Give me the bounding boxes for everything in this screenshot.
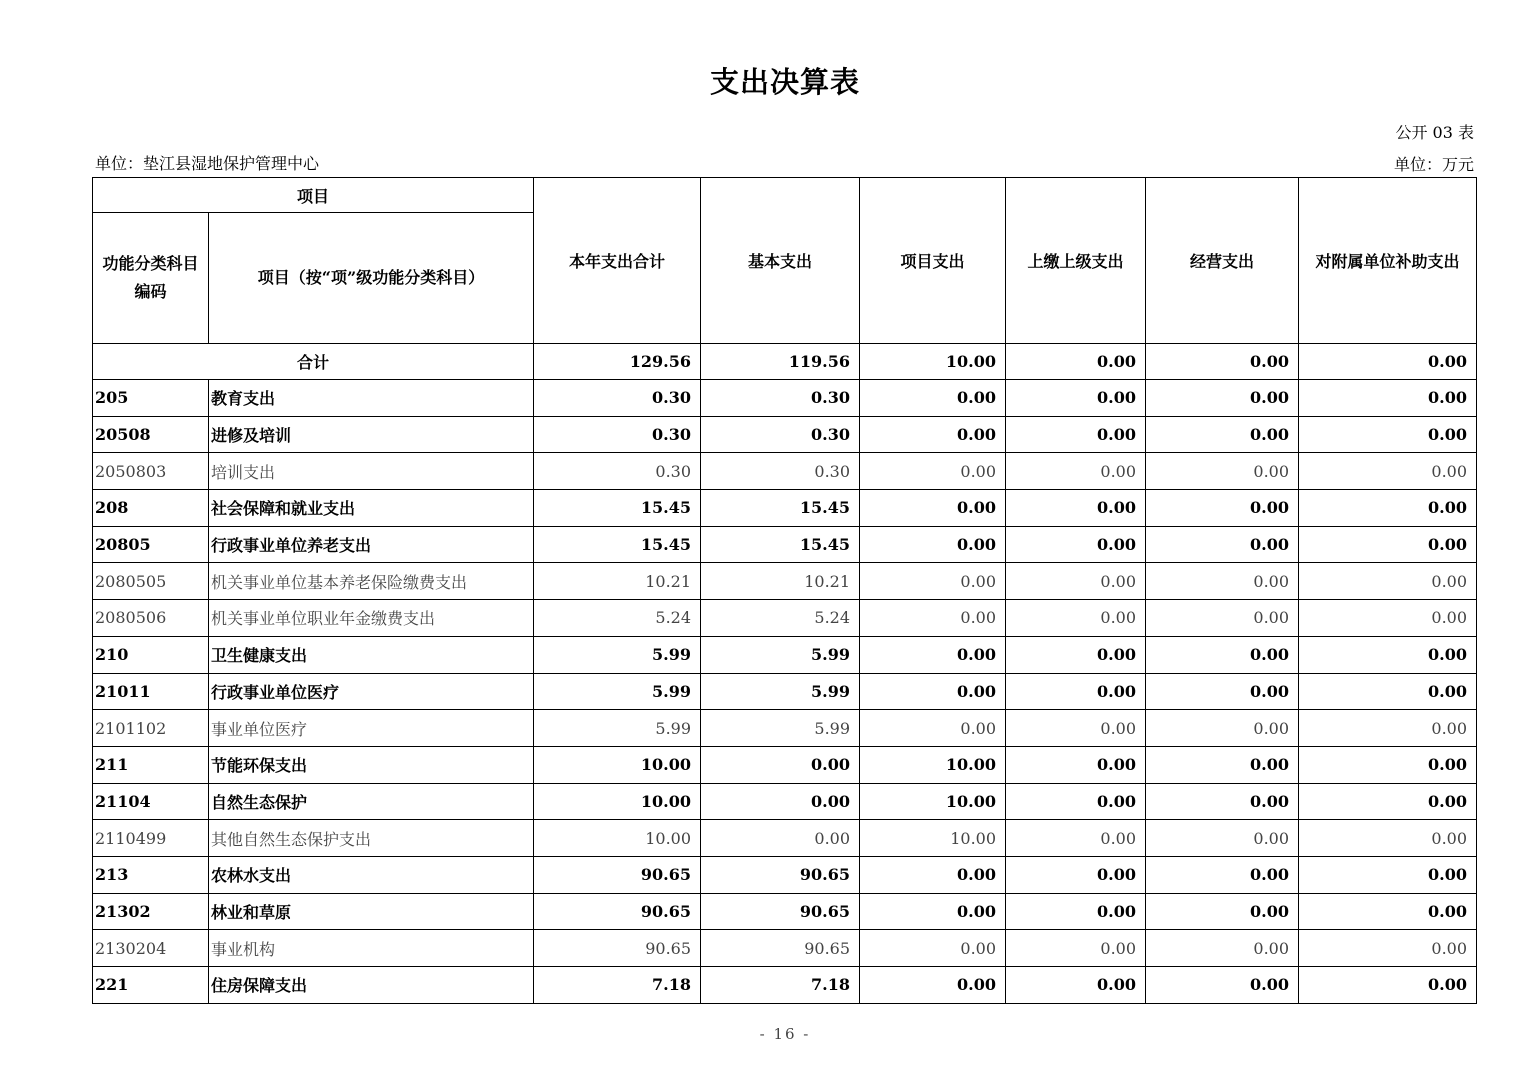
row-code: 2110499 [93,820,209,857]
row-name: 节能环保支出 [209,746,534,783]
row-code: 21302 [93,893,209,930]
row-code: 2080506 [93,600,209,637]
row-value: 0.00 [1146,893,1299,930]
row-value: 0.00 [1146,710,1299,747]
row-value: 0.00 [1006,930,1146,967]
table-row [93,820,1477,857]
row-value: 0.00 [701,783,860,820]
row-value: 15.45 [701,490,860,527]
row-code: 213 [93,856,209,893]
row-value: 0.00 [1006,673,1146,710]
row-value: 0.00 [1006,856,1146,893]
row-value: 10.00 [860,783,1006,820]
row-value: 0.00 [860,636,1006,673]
row-name: 机关事业单位职业年金缴费支出 [209,600,534,637]
row-name: 事业单位医疗 [209,710,534,747]
row-name: 社会保障和就业支出 [209,490,534,527]
row-value: 0.00 [860,490,1006,527]
row-value: 0.30 [701,416,860,453]
row-value: 0.00 [860,930,1006,967]
header-basic: 基本支出 [701,178,860,344]
row-value: 0.30 [701,380,860,417]
total-value: 0.00 [1006,344,1146,380]
header-project-expense: 项目支出 [860,178,1006,344]
row-value: 0.30 [701,453,860,490]
header-superior: 上缴上级支出 [1006,178,1146,344]
row-name: 事业机构 [209,930,534,967]
row-value: 0.00 [1299,893,1477,930]
row-value: 90.65 [534,893,701,930]
row-code: 2080505 [93,563,209,600]
row-value: 0.00 [1006,600,1146,637]
row-value: 0.00 [1006,380,1146,417]
table-row [93,856,1477,893]
row-value: 0.00 [860,600,1006,637]
row-name: 行政事业单位养老支出 [209,526,534,563]
table-row [93,563,1477,600]
row-value: 0.00 [1299,490,1477,527]
table-row [93,636,1477,673]
row-value: 0.00 [1146,563,1299,600]
row-value: 90.65 [534,930,701,967]
row-value: 90.65 [701,856,860,893]
row-value: 0.00 [1146,453,1299,490]
row-name: 自然生态保护 [209,783,534,820]
header-subsidy: 对附属单位补助支出 [1299,178,1477,344]
row-value: 0.00 [860,893,1006,930]
row-value: 0.00 [1146,636,1299,673]
table-row [93,380,1477,417]
table-row [93,453,1477,490]
row-value: 0.00 [1299,600,1477,637]
row-value: 0.00 [860,856,1006,893]
row-name: 住房保障支出 [209,967,534,1004]
row-value: 7.18 [701,967,860,1004]
row-name: 机关事业单位基本养老保险缴费支出 [209,563,534,600]
table-row [93,930,1477,967]
row-value: 0.00 [1146,600,1299,637]
row-code: 2130204 [93,930,209,967]
header-total: 本年支出合计 [534,178,701,344]
row-value: 0.00 [860,563,1006,600]
row-code: 211 [93,746,209,783]
row-value: 0.00 [1006,490,1146,527]
total-value: 0.00 [1146,344,1299,380]
header-business: 经营支出 [1146,178,1299,344]
row-value: 0.00 [1146,673,1299,710]
table-row [93,600,1477,637]
row-value: 0.00 [1299,783,1477,820]
row-code: 20508 [93,416,209,453]
row-value: 15.45 [701,526,860,563]
row-value: 0.00 [1146,380,1299,417]
row-value: 10.00 [534,820,701,857]
row-value: 0.00 [860,967,1006,1004]
row-value: 0.00 [860,416,1006,453]
row-value: 0.00 [1146,746,1299,783]
page-title: 支出决算表 [709,65,860,99]
currency-unit: 单位：万元 [1393,155,1474,174]
row-value: 90.65 [701,930,860,967]
row-value: 0.00 [860,380,1006,417]
row-value: 0.00 [1146,526,1299,563]
row-value: 0.00 [1006,563,1146,600]
row-value: 0.00 [1006,416,1146,453]
expenditure-table [92,177,1477,1004]
table-row [93,526,1477,563]
row-value: 5.99 [534,636,701,673]
total-value: 10.00 [860,344,1006,380]
row-value: 0.30 [534,453,701,490]
row-value: 0.00 [860,710,1006,747]
row-value: 0.00 [1006,967,1146,1004]
row-value: 0.00 [1299,380,1477,417]
row-value: 0.00 [1146,490,1299,527]
row-name: 行政事业单位医疗 [209,673,534,710]
row-value: 5.99 [701,673,860,710]
row-code: 205 [93,380,209,417]
row-value: 0.00 [1006,783,1146,820]
row-value: 0.00 [1146,783,1299,820]
header-item: 项目（按“项”级功能分类科目） [209,213,534,344]
page-number: - 16 - [759,1025,811,1043]
table-row [93,416,1477,453]
table-row [93,783,1477,820]
row-name: 教育支出 [209,380,534,417]
table-row [93,490,1477,527]
row-value: 0.00 [1299,856,1477,893]
row-value: 0.00 [860,673,1006,710]
form-number: 公开 03 表 [1395,123,1474,142]
row-value: 90.65 [534,856,701,893]
row-value: 10.00 [860,746,1006,783]
total-label: 合计 [93,344,534,380]
row-code: 208 [93,490,209,527]
table-row [93,673,1477,710]
row-value: 10.00 [534,746,701,783]
row-name: 进修及培训 [209,416,534,453]
row-value: 0.00 [1299,526,1477,563]
row-value: 0.00 [701,820,860,857]
row-value: 0.00 [1299,746,1477,783]
row-value: 10.00 [860,820,1006,857]
row-code: 20805 [93,526,209,563]
row-value: 0.00 [1006,820,1146,857]
row-value: 0.30 [534,416,701,453]
row-value: 0.00 [1006,636,1146,673]
header-code-line2: 编码 [134,282,167,301]
row-value: 0.00 [1006,526,1146,563]
row-value: 0.00 [1299,416,1477,453]
row-code: 2050803 [93,453,209,490]
total-value: 0.00 [1299,344,1477,380]
row-value: 0.00 [1006,710,1146,747]
total-row [93,344,1477,380]
row-value: 0.00 [1299,967,1477,1004]
row-value: 0.00 [1006,893,1146,930]
table-row [93,893,1477,930]
row-value: 10.21 [534,563,701,600]
row-value: 5.99 [701,710,860,747]
row-value: 5.99 [534,673,701,710]
row-value: 0.00 [1299,636,1477,673]
row-value: 0.00 [701,746,860,783]
row-name: 其他自然生态保护支出 [209,820,534,857]
row-value: 5.99 [534,710,701,747]
row-code: 221 [93,967,209,1004]
row-value: 10.21 [701,563,860,600]
row-value: 5.99 [701,636,860,673]
row-value: 5.24 [534,600,701,637]
row-value: 0.00 [1299,710,1477,747]
row-code: 21104 [93,783,209,820]
row-value: 0.00 [1299,930,1477,967]
organization-unit: 单位：垫江县湿地保护管理中心 [95,154,320,173]
row-name: 农林水支出 [209,856,534,893]
total-value: 129.56 [534,344,701,380]
table-row [93,967,1477,1004]
row-value: 0.00 [1146,930,1299,967]
header-code-line1: 功能分类科目 [102,254,199,273]
row-code: 2101102 [93,710,209,747]
row-value: 0.00 [1146,967,1299,1004]
total-value: 119.56 [701,344,860,380]
row-value: 15.45 [534,490,701,527]
row-value: 0.00 [1006,453,1146,490]
row-value: 0.00 [1146,416,1299,453]
row-value: 0.00 [1299,563,1477,600]
row-value: 15.45 [534,526,701,563]
row-value: 90.65 [701,893,860,930]
header-project: 项目 [93,178,534,213]
row-name: 林业和草原 [209,893,534,930]
row-name: 培训支出 [209,453,534,490]
row-value: 7.18 [534,967,701,1004]
row-value: 0.00 [1299,673,1477,710]
table-row [93,746,1477,783]
row-value: 0.00 [1299,820,1477,857]
table-row [93,710,1477,747]
row-code: 210 [93,636,209,673]
row-code: 21011 [93,673,209,710]
row-value: 0.00 [860,526,1006,563]
row-value: 5.24 [701,600,860,637]
row-value: 10.00 [534,783,701,820]
row-name: 卫生健康支出 [209,636,534,673]
row-value: 0.00 [1146,856,1299,893]
row-value: 0.30 [534,380,701,417]
header-code [93,213,209,344]
row-value: 0.00 [1299,453,1477,490]
row-value: 0.00 [1006,746,1146,783]
row-value: 0.00 [1146,820,1299,857]
row-value: 0.00 [860,453,1006,490]
